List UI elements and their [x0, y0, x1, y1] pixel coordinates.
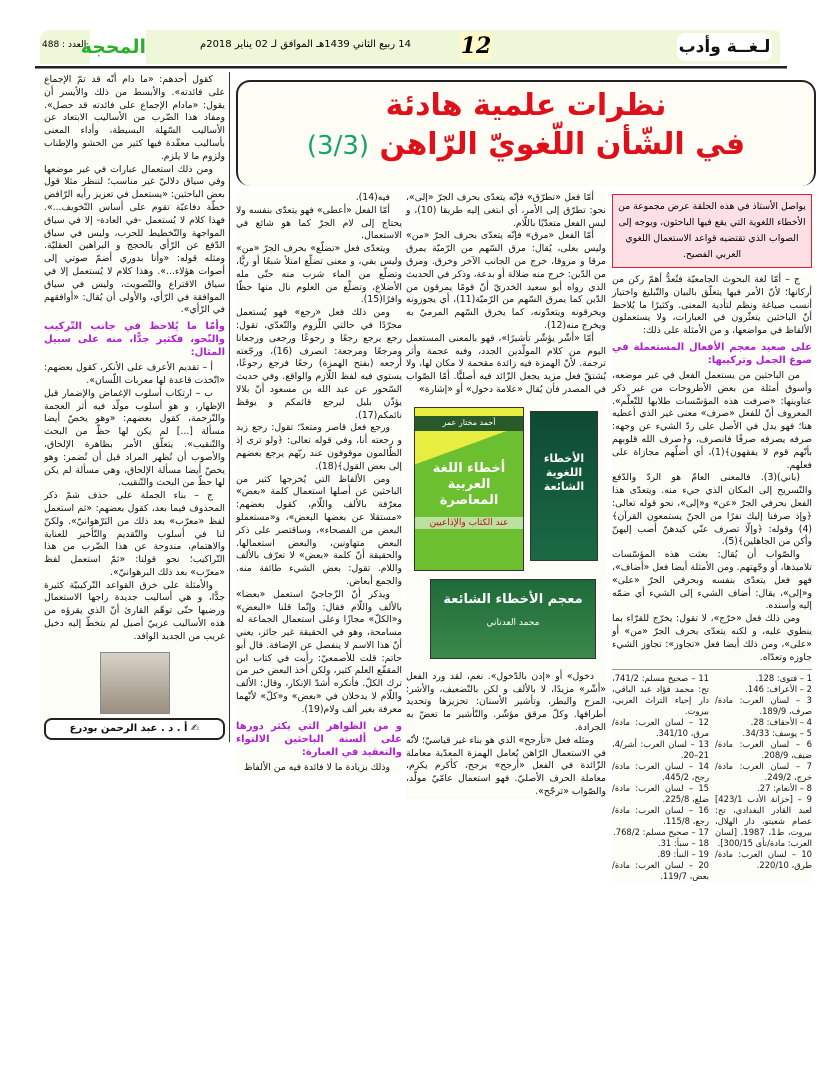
books-image	[410, 403, 602, 665]
section-heading: و من الظواهر التي يكثر دورها على ألسنة الباحثين الالتواء والتعقيد في العبارة:	[236, 720, 402, 758]
book-title: معجم الأخطاء الشائعة	[443, 591, 583, 607]
footnote: 16 – لسان العرب: مادة/رجع، 115/8.	[612, 805, 709, 827]
section-heading: على صعيد معجم الأفعال المستعملة في صوغ الجمل وتركيبها:	[612, 341, 812, 366]
paragraph: أمّا فعل «تطرّق» فإنّه يتعدّى بحرف الجرّ «إلى»، نحو: تطرّق إلى الأمر، أي ابتغى إليه طريقا (10)، و ليس الفعل متعدّيًا باللّام.	[406, 192, 606, 229]
paragraph: أمّا الفعل «مرق» فإنّه يتعدّى بحرف الجرّ «من» وليس بعلى، يُقال: مرق السّهم من الرّميّة يمرق مرقا و مروقا، خرج من الجانب الآخر وخرق. ومرق من الدّين: خرج منه ضلالة أو بدعة، وذكر في الحديث الذي رواه أبو سعيد الخدريّ أنّ قومًا يمرقون من الدّين كما يمرق السّهم من الرّميّة(11)، أي يجوزونه ويخرقونه ويتعدّونه، كما يخرق السّهم المرميّ به ويخرج منه(12).	[406, 230, 607, 331]
article-title-box	[236, 80, 816, 186]
issue-number: العدد : 488	[42, 40, 87, 50]
column-left	[40, 72, 230, 742]
footnote: 9 – [خزانة الأدب 423/1] لعبد القادر البغدادي، تح: عصام شعيتو، دار الهلال، بيروت، ط1، 1987. [لسان العرب: مادة/نأى 300/15].	[715, 794, 812, 849]
title-line-2-text: في الشّأن اللّغويّ الرّاهن	[379, 127, 746, 162]
paragraph: ومثله فعل «تأرجح» الذي هو بناء غير قياسيّ؛ لأنّه في الاستعمال الرّاهن يُعامل الهمزة المعدّية معاملة الزّائدة في الفعل «أرجح» يرجح، كأكرم يكرم، معاملة الحرف الأصليّ. فهو استعمال عامّيّ مولّد، والصّواب «ترجّح».	[406, 734, 606, 797]
section-title: لـغــة وأدب	[677, 33, 772, 61]
footnote: 2 – الأعراف: 146.	[745, 684, 812, 695]
column-right	[612, 274, 812, 882]
footnote: 12 – لسان العرب: مادة/مرق، 341/10.	[612, 717, 709, 739]
footnote: 10 – لسان العرب: مادة/طرق، 220/10.	[715, 849, 812, 871]
book-cover-1	[414, 407, 524, 571]
paragraph: والصّواب أن يُقال: بعثت هذه المؤسّسات تلاميذها، أو وجّهتهم. ومن الأمثلة أيضا فعل «أضاف»، فهو فعل يتعدّى بنفسه وبحرفي الجرّ «على» و«إلى»، يقال: أضاف الشيء إلى الشيء أي ضمّه إليه وأسنده.	[612, 549, 812, 612]
footnote: 19 – النبأ: 89.	[657, 849, 709, 860]
book-author: أحمد مختار عمر	[415, 416, 523, 431]
paragraph: ورجع فعل قاصر ومتعدّ؛ تقول: رجع زيد و رجعته أنا، وفي قوله تعالى: ﴿ولو ترى إذ الظّالمون موقوفون عند ربّهم يرجع بعضهم إلى بعض القول﴾(18).	[236, 422, 402, 472]
footnote: 8 – الأنعام: 27.	[757, 783, 812, 794]
page-header	[40, 30, 780, 64]
part-number: (3/3)	[306, 131, 370, 161]
paragraph: دخول» أو «إذن بالدّخول». نعم، لقد ورد الفعل «أشّر» مزيدًا، لا بالألف و لكن بالتّضعيف، والأشر: المرح والبطر، وتأشير الأسنان: تحزيزها وتحديد أطرافها. وكلّ مرقق مؤشّر. والتّأشير ما تعضّ به الجرادة.	[406, 670, 606, 733]
paragraph: ب – ارتكاب أسلوب الإغماض والإضمار قبل الإظهار، و هو أسلوب مولّد فيه أثر العجمة والتّرجمة، كقول بعضهم: «وهو يخصّ أيضا مسألة [...] لم يكن لها حظّ من البحث والتّنقيب». يتعلّق الأمر بظاهرة الإلحاق، والأصوب أن تُظهر المراد قبل أن تُضمر: وهو يخصّ أيضا مسألة الإلحاق، وهي مسألة لم يكن لها حظّ من البحث والتّنقيب.	[44, 387, 225, 489]
paragraph: ومن ذلك استعمال عبارات في غير موضعها وفي سياق دلاليّ غير مناسب؛ لننظر مثلا قول بعض الباحثين: «يستعمل في تعزيز رأيه الرّافض خطّة دفاعيّة تقوم على أساس التّخويف...». فهذا كلام لا يُستعمل -في العادة- إلا في سياق المواجهة والتّخطيط للحرب، وليس في سياق الدّفع عن الرّأي بالحجج و البراهين العقليّة. ومثله قوله: «وأنا بدوري أضمّ صوتي إلى أصوات هؤلاء...». وهذا كلام لا يُستعمل إلا في سياق الاقتراع والتّصويت، وليس في سياق الموافقة في الرّأي، والأولى أن يُقال: «أوافقهم في الرّأي».	[44, 163, 225, 316]
book-title: الأخطاء اللغوية الشائعة	[543, 451, 585, 493]
footnote: 11 – صحيح مسلم: 741/2، تح: محمد فؤاد عبد الباقي، دار إحياء التراث العربي، بيروت.	[612, 673, 709, 717]
paragraph: ومن الألفاظ التي يُخرجها كثير من الباحثين عن أصلها استعمال كلمة «بعض» معرّفة بالألف واللّام، كقول بعضهم: «مستقلا عن بعضها البعض»، و«مستعملو البعض من الفصحاء»، وساقتصر على ذكر البعض متهاونين، والبعض استعمالها. والحقيقة أنّ كلمة «بعض» لا تعرّف بالألف واللام. تقول: بعض الشيء طائفة منه. والجمع أبعاض.	[236, 473, 402, 587]
footnote: 5 – يوسف: 34/33.	[742, 728, 812, 739]
paragraph: فيه(14).	[355, 192, 390, 203]
book-subtitle: عند الكتاب والإذاعيين	[415, 517, 523, 530]
author-name: أ . د . عبد الرحمن بودرع	[69, 722, 188, 734]
footnote: 6 – لسان العرب: مادة/ضيف، 208/9.	[715, 739, 812, 761]
newspaper-logo: المحجة	[90, 30, 146, 64]
footnote: 13 – لسان العرب: أشر/4، 21–20.	[612, 739, 709, 761]
paragraph: من الباحثين من يستعمل الفعل في غير موضعه، وأسوق أمثلة من بعض الأطروحات من غير ذكر عناوينها: «صرفت هذه المؤسّسات طلابها للتّعلّم». المعروف أنّ للفعل «صرف» معنى غير الذي أعطيه هنا؛ فهو يدل في الأصل على ردّ الشيء عن وجهه: صرفه يصرفه صرفًا فانصرف، و﴿صرف الله قلوبهم بأنّهم قوم لا يفقهون﴾(1)، أي أضلّهم مجازاة على فعلهم.	[612, 369, 813, 471]
footnote: 4 – الأحقاف: 28.	[750, 717, 812, 728]
paragraph: كقول أحدهم: «ما دام أنّه قد تمّ الإجماع على فائدته». والأبسط من ذلك والأيسر أن يقول: «مادام الإجماع على فائدته قد حصل». ومفاد هذا الضّرب من الأساليب الابتعاد عن الأساليب السّهلة البسيطة، وأداء المعنى بأساليب معقّدة فيها كثير من الحشو والإطناب ولزوم ما لا يلزم.	[44, 74, 225, 162]
author-byline: ✍ أ . د . عبد الرحمن بودرع	[44, 718, 225, 740]
paragraph: وذلك بزيادة ما لا فائدة فيه من الألفاظ	[243, 761, 390, 773]
footnote: 3 – لسان العرب: مادة/صرف، 189/9.	[715, 695, 812, 717]
footnote: 15 – لسان العرب: مادة/ضلع، 225/8.	[612, 783, 709, 805]
footnote: 18 – سبأ: 31.	[657, 838, 709, 849]
footnote: 14 – لسان العرب: مادة/رجح، 445/2.	[612, 761, 709, 783]
footnote: 1 – فتوى: 128.	[755, 673, 812, 684]
paragraph: ويذكر أنّ الزّجاجيّ استعمل «بعضا» بالألف واللّام فقال: وإنّما قلنا «البعض» و«الكلّ» مجازًا وعلى استعمال الجماعة له مسامحة، وهو في الحقيقة غير جائز، يعني أنّ هذا الاسم لا ينفصل عن الإضافة. قال أبو حاتم: قلت للأصمعيّ: رأيت في كتاب ابن المقفّع العلم كثير، ولكن أخذ البعض خير من ترك الكلّ. فأنكره أشدّ الإنكار، وقال: الألف واللّام لا يدخلان في «بعض» و«كلّ» لأنّهما معرفة بغير ألف ولام(19).	[236, 588, 402, 715]
author-photo	[100, 652, 170, 714]
page-number: 12	[460, 33, 492, 59]
book-author: محمد العدناني	[486, 617, 540, 628]
paragraph: أمّا «أشّر يؤشّر تأشيرًا»، فهو بالمعنى المستعمل اليوم من كلام المولّدين الجدد، وفيه عجمة وأثر ترجمة. لأنّ الهمزة فيه زائدة مقحمة لا مكان لها، ولا يُشتقّ فعل مزيد يجعل الزّائد فيه أصليًّا. أمّا الصّواب في المصدر فأن يُقال «علامة دخول» أو «إشارة»	[406, 332, 606, 395]
paragraph: ومن ذلك فعل «خرّج»، لا تقول: يخرّج للقرّاء بما ينطوي عليه، و لكنه يتعدّى بحرف الجرّ «من» أو «على»، ومن ذلك أيضا فعل «تجاوز»: تجاوز الشيء جاوزه وتعدّاه.	[612, 613, 812, 663]
column-middle	[406, 192, 606, 799]
paragraph: والأمثلة على خرق القواعد التّركيبيّة كثيرة جدًّا، و هي أساليب جديدة راجها الاستعمال ورضيها حتّى توهّم القارئ أنّ الذي يقرؤه من هذه الأساليب عربيّ أصيل لم يتخطّ إليه دخيل غريب من الجديد الوافد.	[44, 579, 225, 642]
book-cover-2	[430, 579, 596, 659]
paragraph: ج – بناء الجملة على حذف شمّ ذكر المحذوف فيما بعد، كقول بعضهم: «ثم استعمل لفظ «معرّب» بعد ذلك من البَرْهوانيّ». ولكنّ لنا في أسلوب والتّقديم والتّأخير للعناية والاهتمام، مندوحة عن هذا الضّرب من هذا التّراكيب؛ نحو قولنا: «ثمّ استعمل لفظ «معرّب» بعد ذلك البرهوانيّ».	[44, 490, 225, 578]
paragraph: ج – أمّا لغة البحوث الجامعيّة فتُعدُّ أهمّ ركن من أركانها؛ لأنّ الأمر فيها يتعلّق بالبيان والتّبليغ واختيار أنسب صياغة ونظم لتأدية المعنى. وكثيرًا ما يُلاحظ أنّ الباحثين يتعثّرون في العبارات، ولا يستعملون الألفاظ في مواضعها، و من الأمثلة على ذلك:	[612, 274, 812, 337]
header-divider	[35, 66, 787, 69]
article-intro: يواصل الأستاذ في هذه الحلقة عرض مجموعة من الأخطاء اللغوية التي يقع فيها الباحثون، ويوجه إلى الصواب الذي تقتضيه قواعد الاستعمال اللغوي العربي الفصيح.	[612, 194, 812, 268]
paragraph: ومن ذلك فعل «رجع» فهو يُستعمل مجرّدًا في حالتي اللّزوم والتّعدّي، تقول: رجع يرجع رجعًا و رجوعًا ورجعى ورجعانا ومرجعًا ومرجعة: انصرف (16)، ورجّعته أرجعه (بفتح الهمزة) رجعًا فرجع رجوعًا، يستوي فيه لفظ اللّازم والواقع. وفي حديث السّحور عن عبد الله بن مسعود أنّ بلالا يؤذّن بليل ليرجع قائمكم و يوقظ نائمكم(17).	[236, 307, 402, 421]
paragraph: ويتعدّى فعل «تضلّع» بحرف الجرّ «من» وليس بفي، و معنى تضلّع امتلأ شبعًا أو ريًّا، وتضلّع من الماء شرب منه حتّى مله الأضلاع، وتضلّع من العلوم نال منها حظّا وافرًا(15).	[236, 243, 402, 306]
issue-date: 14 ربيع الثاني 1439هـ الموافق لـ 02 يناير 2018م	[200, 39, 411, 50]
paragraph: أ – تقديم الأعرف على الأنكر، كقول بعضهم: «اتّخذت قاعدة لها معربات اللّسان».	[44, 362, 225, 386]
title-line-1: نظرات علمية هادئة	[385, 88, 667, 123]
right-side	[612, 194, 812, 882]
title-line-2	[238, 127, 814, 162]
footnotes	[612, 669, 812, 882]
column-third	[236, 192, 402, 774]
section-heading: وأمّا ما يُلاحظ في جانب التّركيب والنّحو، فكثير جدًّا، منه على سبيل المثال:	[44, 321, 225, 359]
paragraph: (باني)(3). فالمعنى العامّ هو الردّ والدّفع والتّسريح إلى المكان الذي جيء منه. ويتعدّى هذا الفعل بحرفي الجرّ «عن» و«إلى»، نحو قوله تعالى: ﴿وإذ صرفنا إليك نفرًا من الجنّ يستمعون القرآن﴾(4) وقوله: ﴿وإلّا تصرف عنّي كيدهنّ أصب إليهنّ وأكن من الجاهلين﴾(5).	[612, 472, 812, 548]
book-cover-3	[530, 411, 598, 561]
paragraph: أمّا الفعل «أعطى» فهو يتعدّى بنفسه ولا يحتاج إلى لام الجرّ كما هو شائع في الاستعمال.	[236, 204, 402, 242]
footnote: 20 – لسان العرب: مادة/بعض، 119/7.	[612, 860, 709, 882]
book-title: أخطاء اللغة العربية المعاصرة	[432, 460, 506, 508]
footnote: 7 – لسان العرب: مادة/خرج، 249/2.	[715, 761, 812, 783]
footnote: 17 – صحيح مسلم: 768/2.	[613, 827, 709, 838]
